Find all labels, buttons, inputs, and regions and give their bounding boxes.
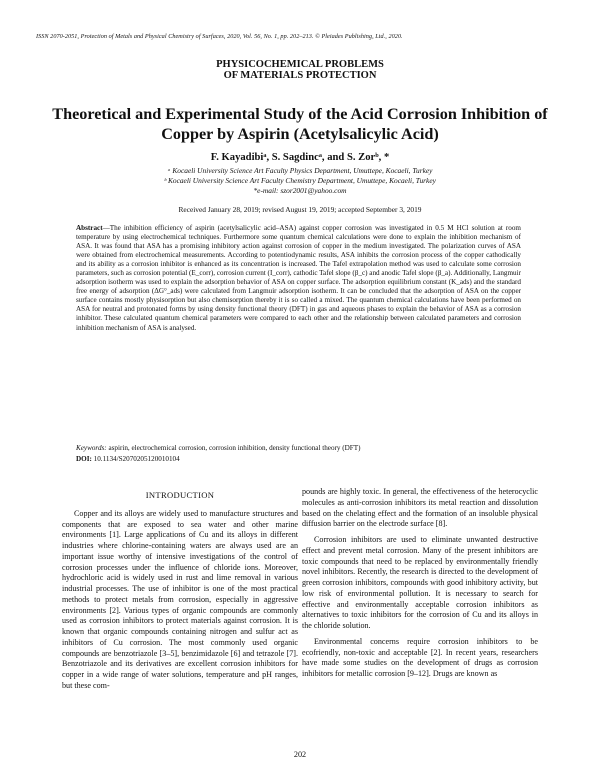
introduction-heading: INTRODUCTION <box>145 490 215 500</box>
corresponding-email: *e-mail: szor2001@yahoo.com <box>253 186 347 195</box>
doi-value[interactable]: 10.1134/S2070205120010104 <box>91 455 180 463</box>
abstract-label: Abstract <box>76 224 103 232</box>
page-number: 202 <box>293 750 307 759</box>
body-column-left <box>62 490 298 692</box>
intro-paragraph-2: Corrosion inhibitors are used to eliminate unwanted destructive effect and prevent metal corrosion. Many of the present inhibitors are toxic compounds that need to be replaced by environmentally friendly novel inhibitors. Recently, the research is directed to the development of green corrosion inhibitors, compounds with good inhibitory activity, but low risk of environmental pollution. It is necessary to search for effective and environmentally acceptable corrosion inhibitors as alternatives to toxic inhibitors for the corrosion of Cu and its alloys in the chloride solution. <box>302 535 538 630</box>
section-heading <box>0 59 600 81</box>
abstract-text: —The inhibition efficiency of aspirin (acetylsalicylic acid–ASA) against copper corrosion was investigated in 0.5 M HCl solution at room temperature by using electrochemical techniques. Furthermore some quantum chemical calculations were done to explain the inhibition mechanism of ASA. It was found that ASA has a promising inhibitory action against corrosion of copper in the medium investigated. The polarization curves of ASA were obtained from electrochemical measurements. According to potentiodynamic results, ASA inhibits the corrosion process of the copper cathodically and its ability as a corrosion inhibitor is enhanced as its concentration is increased. The Tafel extrapolation method was used to calculate some corrosion parameters, such as corrosion potential (E_corr), corrosion current (I_corr), cathodic Tafel slope (β_c) and anodic Tafel slope (β_a). Additionally, Langmuir adsorption isotherm was used to explain the adsorption behavior of ASA on copper surface. The adsorption equilibrium constant (K_ads) and the standard free energy of adsorption (ΔG°_ads) were calculated from Langmuir adsorption isotherm. It can be concluded that the adsorption of ASA on the copper surface contains mostly physisorption but also chemisorption thereby it is so called a mixed. The quantum chemical calculations have been performed on ASA for neutral and protonated forms by using density functional theory (DFT) in gas and aqueous phases to explain the behavior of ASA as a corrosion inhibitor. These calculated quantum chemical parameters were compared to each other and the relationship between calculated parameters and corrosion inhibition mechanism of ASA is analysed. <box>76 224 521 332</box>
journal-citation-line: ISSN 2070-2051, Protection of Metals and Physical Chemistry of Surfaces, 2020, Vol. 56, No. 1, pp. 202–213. © Pleiades Publishing, Ltd., 2020. <box>36 33 403 40</box>
author-list: F. Kayadibiᵃ, S. Sagdincᵃ, and S. Zorᵇ, * <box>210 152 390 163</box>
affiliation-b: ᵇ Kocaeli University Science Art Faculty Chemistry Department, Umuttepe, Kocaeli, Turkey <box>164 176 436 185</box>
body-column-right <box>302 487 538 680</box>
keywords-line <box>76 444 521 454</box>
paper-title: Theoretical and Experimental Study of the Acid Corrosion Inhibition of Copper by Aspirin (Acetylsalicylic Acid) <box>52 105 548 143</box>
keywords-text: aspirin, electrochemical corrosion, corrosion inhibition, density functional theory (DFT) <box>106 444 361 452</box>
intro-paragraph-continued: pounds are highly toxic. In general, the effectiveness of the heterocyclic molecules as anti-corrosion inhibitors its metal reaction and dissolution based on the chelating effect and the formation of an insoluble physical diffusion barrier on the electrode surface [8]. <box>302 487 538 529</box>
abstract-block <box>76 224 521 333</box>
received-dates: Received January 28, 2019; revised August 19, 2019; accepted September 3, 2019 <box>178 205 422 214</box>
section-heading-line2: OF MATERIALS PROTECTION <box>223 70 377 81</box>
doi-line <box>76 455 180 463</box>
affiliation-a: ᵃ Kocaeli University Science Art Faculty Physics Department, Umuttepe, Kocaeli, Turkey <box>167 166 433 175</box>
keywords-label: Keywords: <box>76 444 107 452</box>
section-heading-line1: PHYSICOCHEMICAL PROBLEMS <box>216 59 384 70</box>
doi-label: DOI: <box>76 455 92 463</box>
intro-paragraph-3: Environmental concerns require corrosion inhibitors to be ecofriendly, non-toxic and acceptable [2]. In recent years, researchers have made some studies on the development of drugs as corrosion inhibitors for metallic corrosion [9–12]. Drugs are known as <box>302 636 538 678</box>
intro-paragraph-1: Copper and its alloys are widely used to manufacture structures and components that are exposed to sea water and other marine environments [1]. Large applications of Cu and its alloys in different industries where chlorine-containing waters are always used are an important issue worthy of intensive investigations of the control of corrosion processes under the influence of chloride ions. Moreover, hydrochloric acid is widely used in rust and lime removal in various industrial processes. The use of inhibitor is one of the most practical methods to protect metals from corrosion, especially in aggressive environments [2]. Various types of organic compounds are commonly used as corrosion inhibitors to protect materials against corrosion. It is known that organic compounds containing nitrogen and sulfur act as inhibitors of Cu corrosion. The most commonly used organic compounds are benzotriazole [3–5], benzimidazole [6] and tetrazole [7]. Benzotriazole and its derivatives are excellent corrosion inhibitors for copper in a wide range of water solutions, temperature and pH ranges, but these com- <box>62 508 298 690</box>
